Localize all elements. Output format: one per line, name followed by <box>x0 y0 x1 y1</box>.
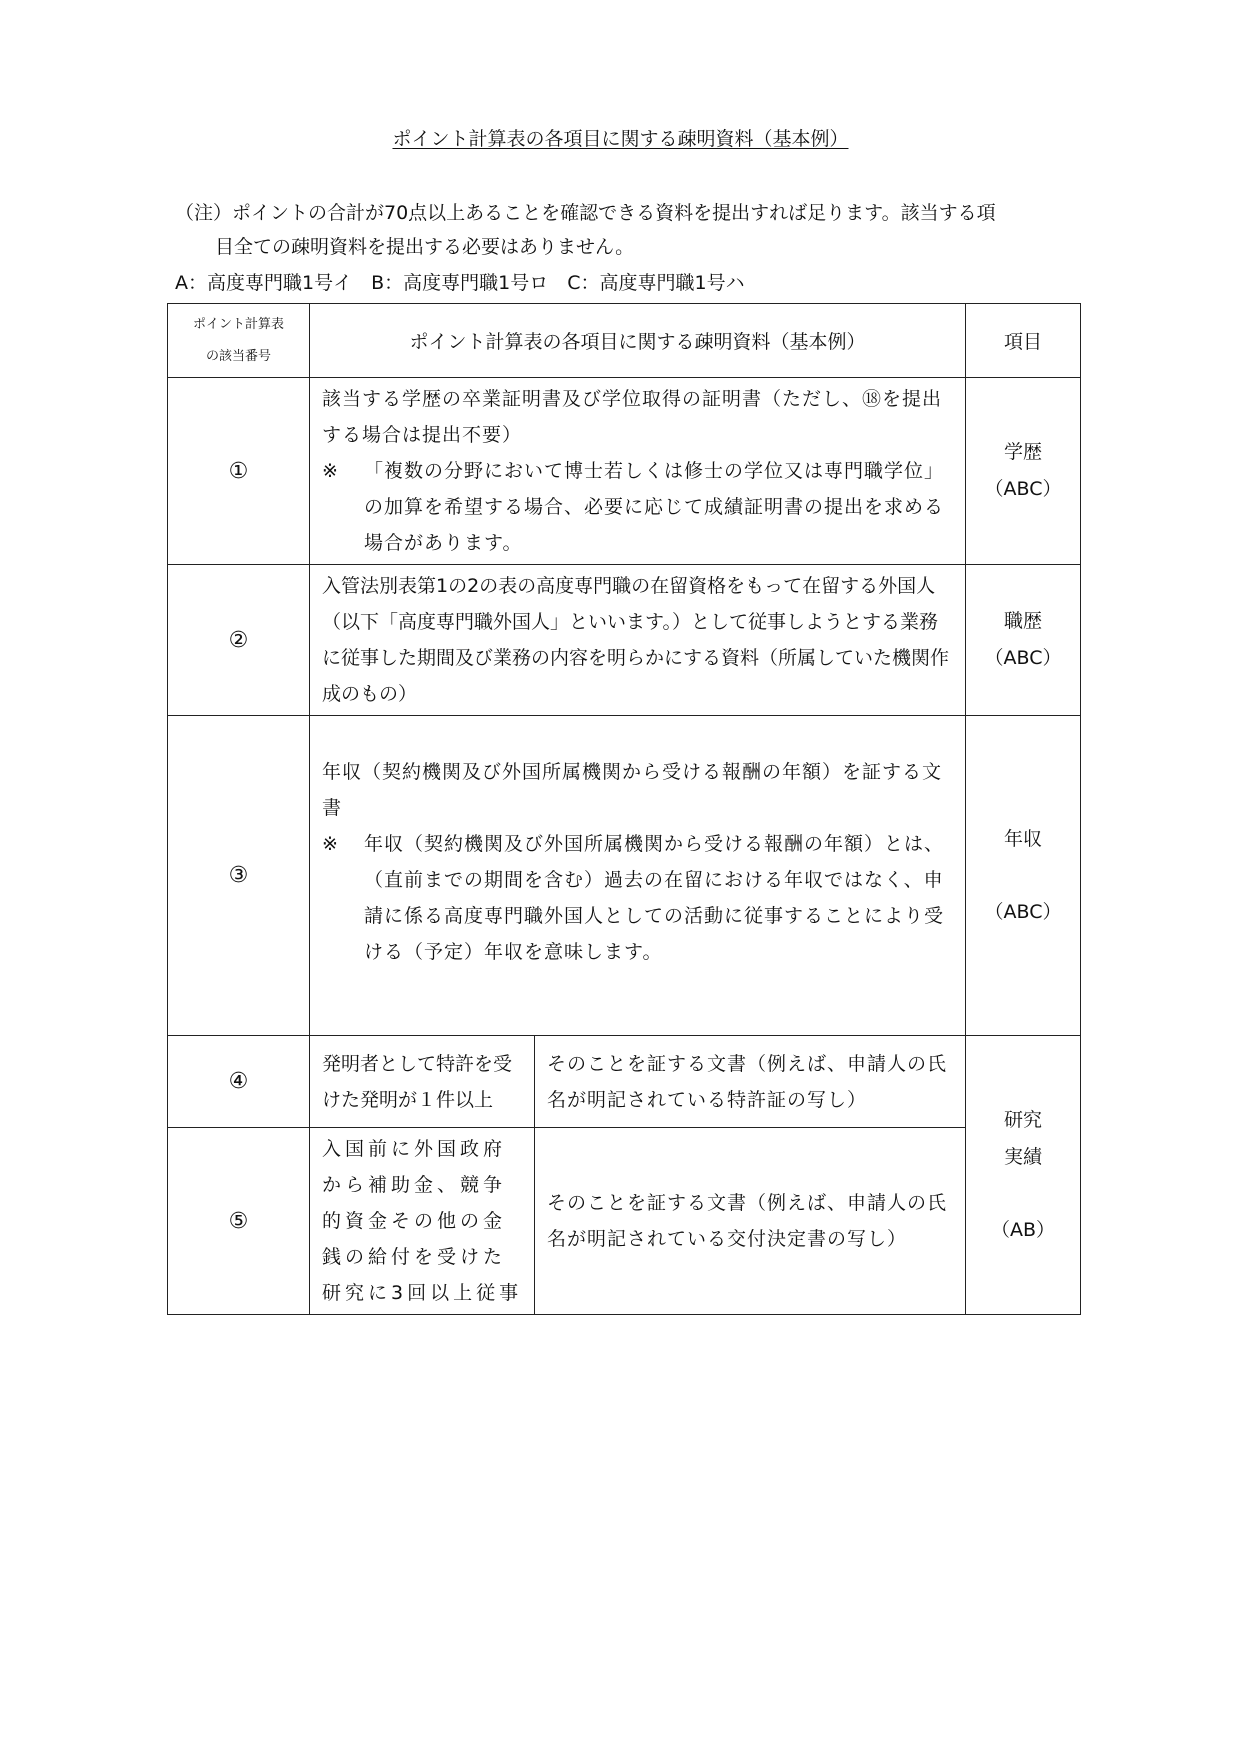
item-label: 職歴 <box>1004 610 1043 632</box>
item-label: 年収 <box>1004 827 1043 850</box>
item-spacer <box>966 1176 1080 1212</box>
condition-text: 入国前に外国政府から補助金、競争的資金その他の金銭の給付を受けた研究に3回以上従事 <box>322 1138 523 1304</box>
item-cell <box>966 565 1081 716</box>
note-mark: ※ <box>322 833 339 855</box>
note-paragraph <box>175 196 1075 264</box>
document-title: ポイント計算表の各項目に関する疎明資料（基本例） <box>392 128 849 150</box>
table-header-row <box>168 304 1081 378</box>
evidence-note <box>322 826 955 970</box>
evidence-cell <box>310 716 966 1036</box>
condition-cell <box>310 1036 535 1128</box>
table-row <box>168 1036 1081 1128</box>
row-number: ④ <box>168 1036 310 1128</box>
row-number: ③ <box>168 716 310 1036</box>
condition-cell <box>310 1128 535 1315</box>
table-row <box>168 716 1081 1036</box>
row-number: ① <box>168 378 310 565</box>
evidence-text: 該当する学歴の卒業証明書及び学位取得の証明書（ただし、⑱を提出する場合は提出不要） <box>322 388 943 446</box>
item-label: 学歴 <box>1004 441 1043 463</box>
table-row <box>168 378 1081 565</box>
item-scope: （ABC） <box>984 647 1062 669</box>
item-scope: （ABC） <box>984 478 1062 500</box>
header-point-number-line-1: ポイント計算表 <box>192 316 284 332</box>
item-scope: （ABC） <box>984 900 1062 923</box>
item-scope: （AB） <box>990 1218 1056 1241</box>
row-number: ⑤ <box>168 1128 310 1315</box>
evidence-note <box>322 453 955 561</box>
note-line-1: （注）ポイントの合計が70点以上あることを確認できる資料を提出すれば足ります。該当する項 <box>175 202 996 224</box>
note-line-2: 目全ての疎明資料を提出する必要はありません。 <box>215 236 635 258</box>
item-label-line-2: 実績 <box>1004 1145 1043 1168</box>
item-cell <box>966 716 1081 1036</box>
evidence-table <box>167 303 1081 1315</box>
research-item-cell <box>966 1036 1081 1315</box>
header-point-number-line-2: の該当番号 <box>205 348 271 364</box>
header-point-number <box>168 304 310 378</box>
evidence-text: 年収（契約機関及び外国所属機関から受ける報酬の年額）を証する文書 <box>322 761 943 819</box>
note-mark: ※ <box>322 460 339 482</box>
evidence-text: そのことを証する文書（例えば、申請人の氏名が明記されている特許証の写し） <box>547 1052 948 1111</box>
row-number: ② <box>168 565 310 716</box>
evidence-text: 入管法別表第1の2の表の高度専門職の在留資格をもって在留する外国人（以下「高度専門職外国人」といいます。）として従事しようとする業務に従事した期間及び業務の内容を明らかにする資料（所属していた機関作成のもの） <box>322 575 950 705</box>
condition-text: 発明者として特許を受けた発明が１件以上 <box>322 1052 513 1111</box>
note-text: 「複数の分野において博士若しくは修士の学位又は専門職学位」の加算を希望する場合、必要に応じて成績証明書の提出を求める場合があります。 <box>364 460 945 554</box>
evidence-cell <box>310 565 966 716</box>
header-evidence: ポイント計算表の各項目に関する疎明資料（基本例） <box>310 304 966 378</box>
item-cell <box>966 378 1081 565</box>
evidence-cell <box>310 378 966 565</box>
header-item: 項目 <box>966 304 1081 378</box>
category-legend: A：高度専門職1号イ B：高度専門職1号ロ C：高度専門職1号ハ <box>175 272 745 294</box>
evidence-cell <box>535 1036 966 1128</box>
table-row <box>168 565 1081 716</box>
table-row <box>168 1128 1081 1315</box>
evidence-cell <box>535 1128 966 1315</box>
item-label-line-1: 研究 <box>1004 1108 1043 1131</box>
note-text: 年収（契約機関及び外国所属機関から受ける報酬の年額）とは、（直前までの期間を含む）過去の在留における年収ではなく、申請に係る高度専門職外国人としての活動に従事することにより受ける（予定）年収を意味します。 <box>364 833 945 963</box>
item-spacer <box>966 858 1080 894</box>
evidence-text: そのことを証する文書（例えば、申請人の氏名が明記されている交付決定書の写し） <box>547 1192 948 1250</box>
